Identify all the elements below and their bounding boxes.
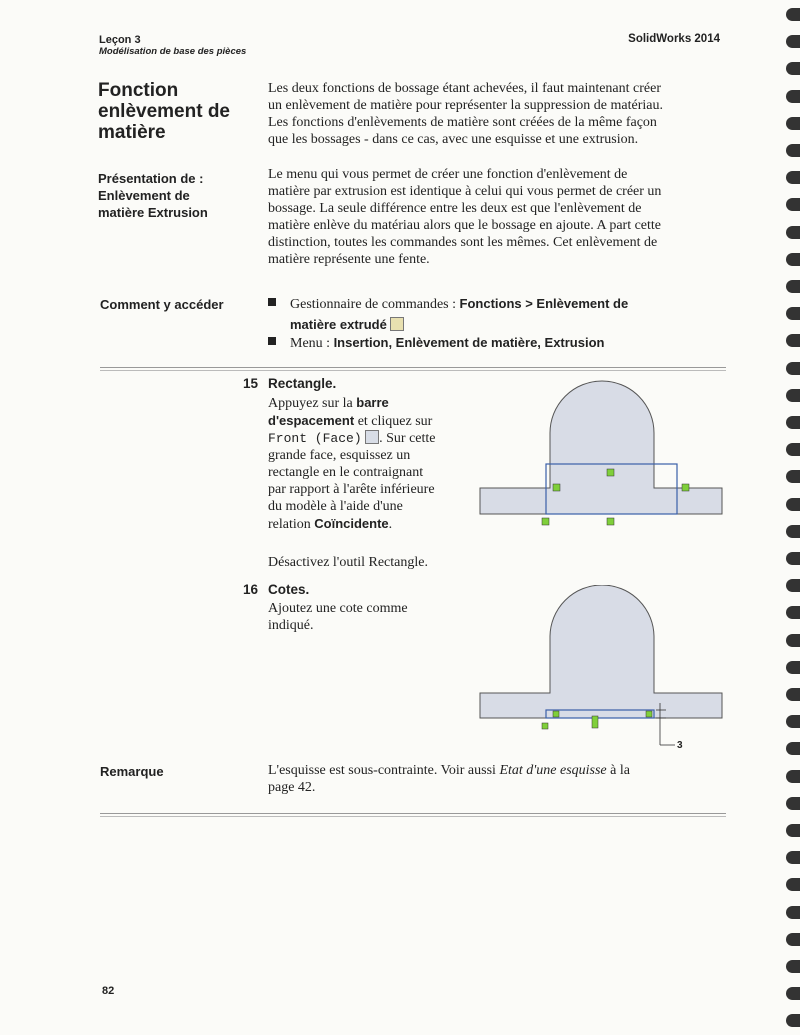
vertical-relation-icon <box>646 711 652 717</box>
lesson-label: Leçon 3 <box>99 34 141 46</box>
bullet-icon <box>268 337 276 345</box>
binding-ring <box>786 579 800 592</box>
vertical-relation-icon <box>553 711 559 717</box>
part-outline <box>480 381 722 514</box>
binding-ring <box>786 280 800 293</box>
binding-ring <box>786 878 800 891</box>
binding-ring <box>786 742 800 755</box>
binding-ring <box>786 8 800 21</box>
access-label: Comment y accéder <box>100 297 224 312</box>
binding-ring <box>786 688 800 701</box>
dimension-value: 3 <box>677 740 683 751</box>
note-text: L'esquisse est sous-contrainte. Voir aussi Etat d'une esquisse à la page 42. <box>268 763 630 795</box>
divider-bottom <box>100 813 726 814</box>
binding-ring <box>786 797 800 810</box>
vertical-relation-icon <box>553 484 560 491</box>
presentation-label: Présentation de : Enlèvement de matière Extrusion <box>98 171 208 220</box>
step-16-number: 16 <box>242 582 258 597</box>
binding-ring <box>786 35 800 48</box>
binding-ring <box>786 389 800 402</box>
binding-ring <box>786 606 800 619</box>
coincident-relation-icon <box>542 518 549 525</box>
product-name: SolidWorks 2014 <box>628 33 720 45</box>
binding-ring <box>786 198 800 211</box>
binding-ring <box>786 362 800 375</box>
step-16-title: Cotes. <box>268 582 310 597</box>
dimension-sketch-figure <box>470 585 730 755</box>
binding-ring <box>786 770 800 783</box>
binding-ring <box>786 1014 800 1027</box>
binding-ring <box>786 933 800 946</box>
binding-ring <box>786 987 800 1000</box>
binding-ring <box>786 960 800 973</box>
horizontal-relation-icon <box>607 518 614 525</box>
page-number: 82 <box>102 985 115 997</box>
binding-ring <box>786 253 800 266</box>
binding-ring <box>786 443 800 456</box>
extruded-cut-icon <box>390 317 404 331</box>
binding-ring <box>786 661 800 674</box>
front-view-icon <box>365 430 379 444</box>
binding-ring <box>786 334 800 347</box>
binding-ring <box>786 525 800 538</box>
binding-ring <box>786 90 800 103</box>
binding-ring <box>786 715 800 728</box>
note-label: Remarque <box>100 764 164 779</box>
binding-ring <box>786 144 800 157</box>
step-15-number: 15 <box>242 376 258 391</box>
part-outline <box>480 585 722 718</box>
binding-ring <box>786 117 800 130</box>
vertical-relation-icon <box>682 484 689 491</box>
binding-ring <box>786 851 800 864</box>
divider-top <box>100 367 726 368</box>
binding-ring <box>786 307 800 320</box>
divider-top-2 <box>100 370 726 371</box>
binding-ring <box>786 906 800 919</box>
access-bullet-2: Menu : Insertion, Enlèvement de matière, Extrusion <box>268 333 728 354</box>
binding-ring <box>786 226 800 239</box>
step-15-text: Appuyez sur la barre d'espacement et cliquez sur Front (Face) . Sur cette grande face, esquissez un rectangle en le contraignant par rapport à l'arête inférieure du modèle à l'aide d'une relation Coïncidente. <box>268 395 436 532</box>
presentation-paragraph: Le menu qui vous permet de créer une fonction d'enlèvement de matière par extrusion est identique à celui qui vous permet de créer un bossage. La seule différence entre les deux est que l'enlèvement de matière enlève du matériau alors que le bossage en ajoute. A part cette distinction, toutes les commandes sont les mêmes. Cet enlèvement de matière représente une fente. <box>268 167 662 267</box>
binding-ring <box>786 824 800 837</box>
horizontal-relation-icon <box>607 469 614 476</box>
section-title: Fonction enlèvement de matière <box>98 80 230 143</box>
coincident-relation-icon <box>542 723 548 729</box>
lesson-subtitle: Modélisation de base des pièces <box>99 46 247 57</box>
binding-ring <box>786 171 800 184</box>
binding-ring <box>786 62 800 75</box>
rectangle-sketch-figure <box>470 378 730 538</box>
access-bullet-1: Gestionnaire de commandes : Fonctions > Enlèvement de matière extrudé <box>268 294 728 336</box>
binding-ring <box>786 416 800 429</box>
binding-ring <box>786 634 800 647</box>
binding-ring <box>786 498 800 511</box>
step-15-after: Désactivez l'outil Rectangle. <box>268 555 428 570</box>
divider-bottom-2 <box>100 816 726 817</box>
binding-ring <box>786 552 800 565</box>
binding-ring <box>786 470 800 483</box>
intro-paragraph: Les deux fonctions de bossage étant achevées, il faut maintenant créer un enlèvement de matière pour représenter la suppression de matériau. Les fonctions d'enlèvements de matière sont créées de la même façon que les bossages - dans ce cas, avec une esquisse et une extrusion. <box>268 81 663 147</box>
horizontal-relation-icon <box>592 716 598 728</box>
bullet-icon <box>268 298 276 306</box>
step-15-title: Rectangle. <box>268 376 337 391</box>
step-16-text: Ajoutez une cote comme indiqué. <box>268 601 408 633</box>
